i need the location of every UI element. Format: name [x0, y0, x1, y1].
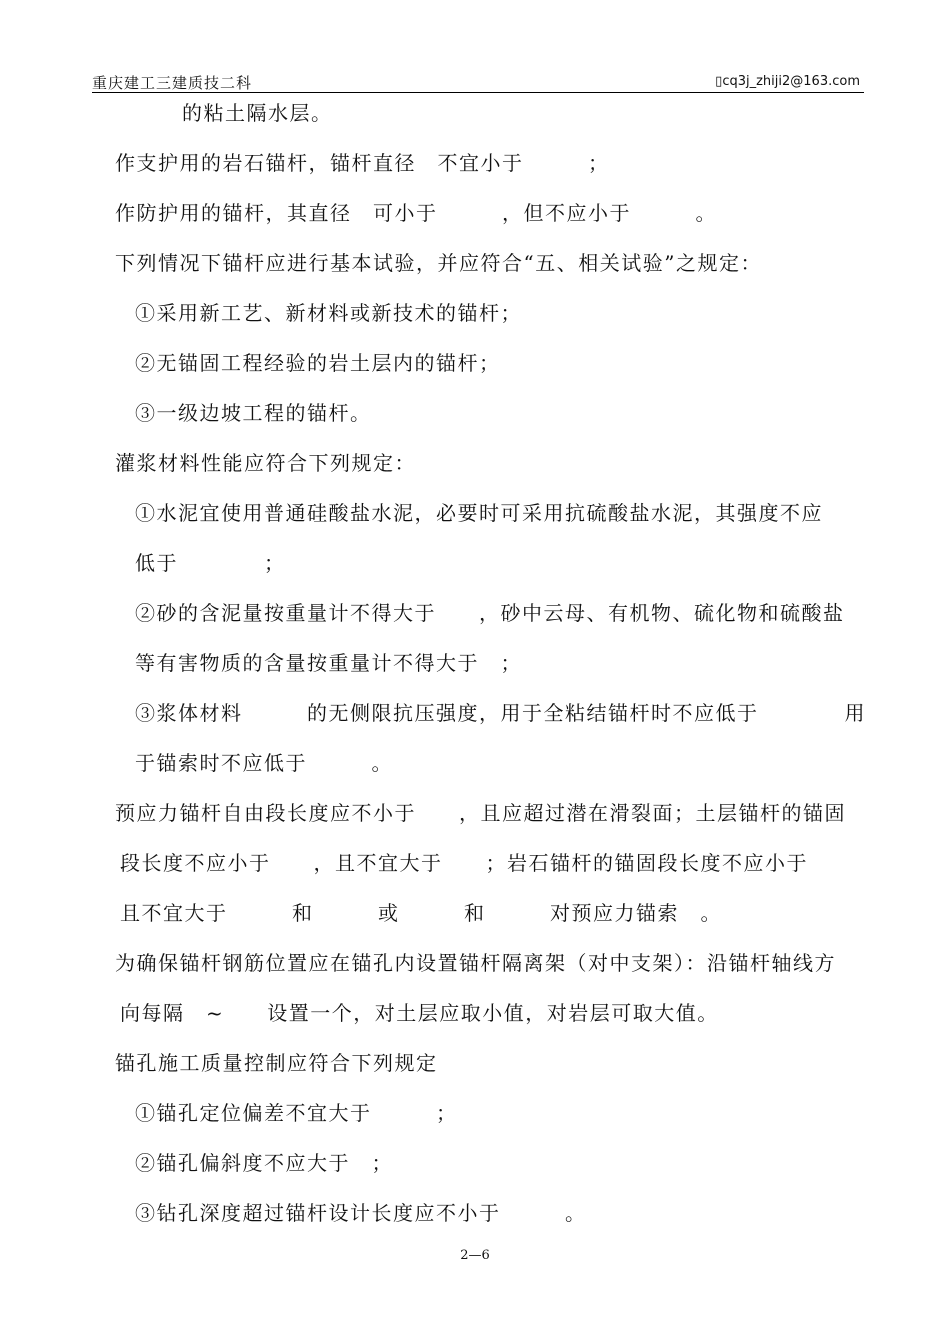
text-line: 灌浆材料性能应符合下列规定：	[115, 451, 416, 475]
text-line: 的粘土隔水层。	[182, 101, 333, 125]
list-item: ③一级边坡工程的锚杆。	[135, 401, 372, 425]
list-item: ③浆体材料 的无侧限抗压强度，用于全粘结锚杆时不应低于 用	[135, 701, 866, 725]
list-item: ②无锚固工程经验的岩土层内的锚杆；	[135, 351, 501, 375]
list-item: ①锚孔定位偏差不宜大于 ；	[135, 1101, 458, 1125]
text-line: 且不宜大于 和 或 和 对预应力锚索 。	[120, 901, 722, 925]
list-item: ②砂的含泥量按重量计不得大于 ，砂中云母、有机物、硫化物和硫酸盐	[135, 601, 845, 625]
list-item: ③钻孔深度超过锚杆设计长度应不小于 。	[135, 1201, 587, 1225]
text-line: 下列情况下锚杆应进行基本试验，并应符合“五、相关试验”之规定：	[115, 251, 762, 275]
text-line: 锚孔施工质量控制应符合下列规定	[115, 1051, 438, 1075]
text-line: 于锚索时不应低于 。	[135, 751, 393, 775]
list-item: ①采用新工艺、新材料或新技术的锚杆；	[135, 301, 522, 325]
text-line: 段长度不应小于 ，且不宜大于 ；岩石锚杆的锚固段长度不应小于	[120, 851, 808, 875]
list-item: ②锚孔偏斜度不应大于 ；	[135, 1151, 393, 1175]
text-line: 等有害物质的含量按重量计不得大于 ；	[135, 651, 522, 675]
header-email: ▯cq3j_zhiji2@163.com	[715, 74, 860, 89]
page-header	[92, 70, 864, 93]
list-item: ①水泥宜使用普通硅酸盐水泥，必要时可采用抗硫酸盐水泥，其强度不应	[135, 501, 823, 525]
header-org: 重庆建工三建质技二科	[92, 74, 253, 92]
text-line: 作防护用的锚杆，其直径 可小于 ，但不应小于 。	[115, 201, 717, 225]
text-line: 低于 ；	[135, 551, 286, 575]
text-line: 作支护用的岩石锚杆，锚杆直径 不宜小于 ；	[115, 151, 610, 175]
text-line: 预应力锚杆自由段长度应不小于 ，且应超过潜在滑裂面；土层锚杆的锚固	[115, 801, 846, 825]
page-number: 2—6	[460, 1248, 490, 1263]
text-line: 为确保锚杆钢筋位置应在锚孔内设置锚杆隔离架（对中支架）：沿锚杆轴线方	[115, 951, 836, 975]
text-line: 向每隔 ~ 设置一个，对土层应取小值，对岩层可取大值。	[120, 1001, 719, 1025]
